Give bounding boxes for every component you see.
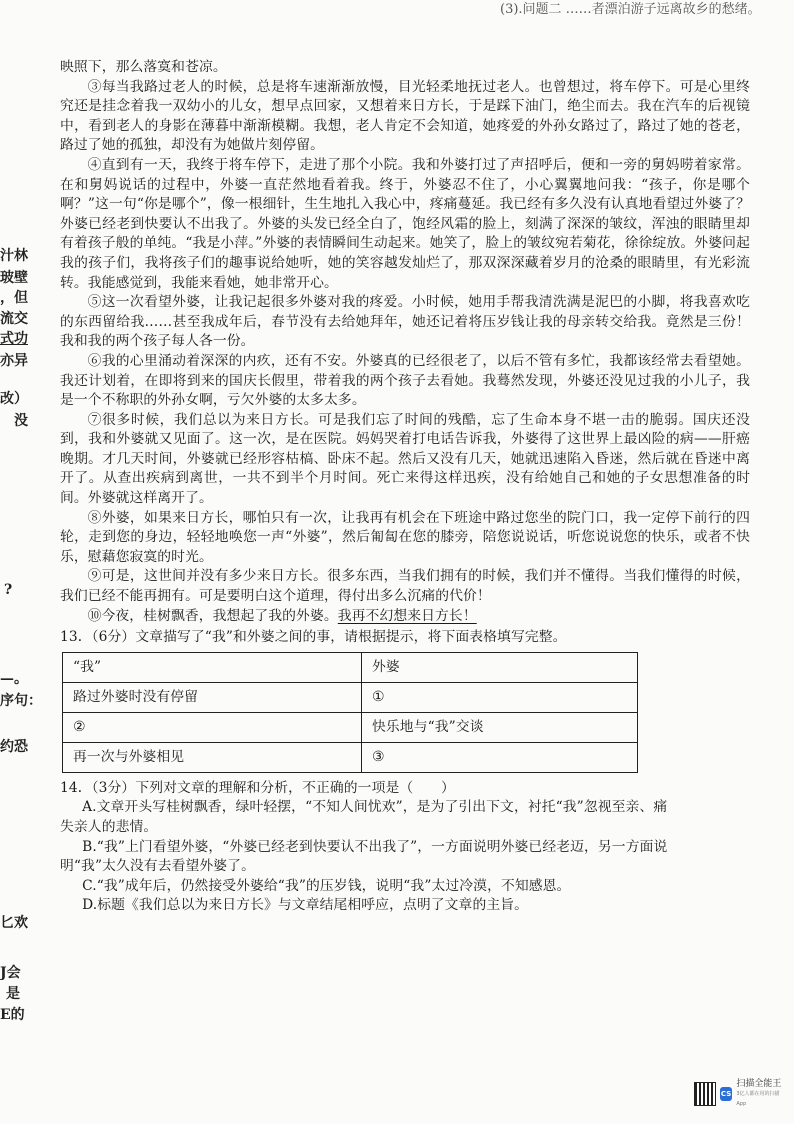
question-13-title: 13．（6分）文章描写了“我”和外婆之间的事，请根据提示，将下面表格填写完整。 <box>60 629 567 646</box>
option-d[interactable]: D.标题《我们总以为来日方长》与文章结尾相呼应，点明了文章的主旨。 <box>82 897 529 914</box>
table-cell[interactable]: ① <box>362 682 638 712</box>
margin-fragment: 流交 <box>0 311 28 327</box>
margin-fragment: 没 <box>14 413 28 429</box>
margin-fragment: —。 <box>0 671 28 687</box>
margin-fragment: 亦异 <box>0 353 28 369</box>
paragraph-8: ⑧外婆，如果来日方长，哪怕只有一次，让我再有机会在下班途中路过您坐的院门口，我一定停下前行的四轮，走到您的身边，轻轻地唤您一声“外婆”，然后匍匐在您的膝旁，陪您说说话，听您说说您的快乐，或者不快乐，慰藉您寂寞的时光。 <box>60 509 750 565</box>
scanner-app-name: 扫描全能王 <box>736 1079 782 1089</box>
margin-fragment: 汁林 <box>0 248 28 264</box>
scanner-app-sub: 3亿人都在用的扫描App <box>736 1091 780 1107</box>
margin-fragment: E的 <box>0 1007 25 1023</box>
qr-code-icon <box>694 1082 716 1106</box>
option-c[interactable]: C.“我”成年后，仍然接受外婆给“我”的压岁钱，说明“我”太过冷漠，不知感恩。 <box>82 877 571 894</box>
table-cell[interactable]: ③ <box>362 742 638 772</box>
paragraph-4: ④直到有一天，我终于将车停下，走进了那个小院。我和外婆打过了声招呼后，便和一旁的舅妈唠着家常。在和舅妈说话的过程中，外婆一直茫然地看着我。终于，外婆忍不住了，小心翼翼地问我：“孩子，你是哪个啊？”这一句“你是哪个”，像一根细针，生生地扎入我心中，疼痛蔓延。我已经有多久没有认真地看望过外婆了？外婆已经老到快要认不出我了。外婆的头发已经全白了，饱经风霜的脸上，刻满了深深的皱纹，浑浊的眼睛里却有着孩子般的单纯。“我是小萍。”外婆的表情瞬间生动起来。她笑了，脸上的皱纹宛若菊花，徐徐绽放。外婆问起我的孩子们，我将孩子们的趣事说给她听，她的笑容越发灿烂了，那双深深藏着岁月的沧桑的眼睛里，有光彩流转。我能感觉到，我能来看她，她非常开心。 <box>60 156 750 291</box>
margin-fragment: J会 <box>0 965 21 981</box>
margin-fragment: ? <box>4 582 13 598</box>
question-14-title: 14．（3分）下列对文章的理解和分析，不正确的一项是（ ） <box>60 779 455 796</box>
left-margin-fragments <box>0 0 48 1124</box>
paragraph-5: ⑤这一次看望外婆，让我记起很多外婆对我的疼爱。小时候，她用手帮我清洗满是泥巴的小脚，将我喜欢吃的东西留给我……甚至我成年后，春节没有去给她拜年，她还记着将压岁钱让我的母亲转交给我。竟然是三份！我和我的两个孩子每人各一份。 <box>60 294 750 350</box>
paragraph-tail: 映照下，那么落寞和苍凉。 <box>60 59 227 75</box>
option-a-cont: 失亲人的悲情。 <box>60 819 158 835</box>
paragraph-9: ⑨可是，这世间并没有多少来日方长。很多东西，当我们拥有的时候，我们并不懂得。当我们懂得的时候，我们已经不能再拥有。可是要明白这个道理，得付出多么沉痛的代价！ <box>60 568 750 605</box>
answer-table <box>62 652 638 773</box>
margin-fragment: ，但 <box>0 290 28 306</box>
paragraph-10 <box>60 607 750 627</box>
table-cell: 快乐地与“我”交谈 <box>362 712 638 742</box>
option-b-cont: 明“我”太久没有去看望外婆了。 <box>60 858 255 875</box>
margin-fragment: 匕欢 <box>0 915 28 931</box>
scanner-watermark <box>694 1079 784 1109</box>
scanner-label <box>736 1079 784 1109</box>
margin-fragment: 约恐 <box>0 739 28 755</box>
margin-fragment: 玻壁 <box>0 270 28 286</box>
camscanner-logo-icon: CS <box>720 1087 733 1101</box>
paragraph-3: ③每当我路过老人的时候，总是将车速渐渐放慢，目光轻柔地抚过老人。也曾想过，将车停下。可是心里终究还是挂念着我一双幼小的儿女，想早点回家，又想着来日方长，于是踩下油门，绝尘而去。我在汽车的后视镜中，看到老人的身影在薄暮中渐渐模糊。我想，老人肯定不会知道，她疼爱的外孙女路过了，路过了她的苍老，路过了她的孤独，却没有为她做片刻停留。 <box>60 78 750 154</box>
margin-fragment: 改） <box>0 391 28 407</box>
paragraph-10-underlined: 我再不幻想来日方长！ <box>337 607 477 624</box>
table-cell: 外婆 <box>362 652 638 682</box>
paragraph-10-text: ⑩今夜，桂树飘香，我想起了我的外婆。 <box>87 607 338 624</box>
paragraph-6: ⑥我的心里涌动着深深的内疚，还有不安。外婆真的已经很老了，以后不管有多忙，我都该经常去看望她。我还计划着，在即将到来的国庆长假里，带着我的两个孩子去看她。我蓦然发现，外婆还没见过我的小儿子，我是一个不称职的外孙女啊，亏欠外婆的太多太多。 <box>60 352 750 409</box>
margin-fragment: 是 <box>6 986 20 1002</box>
table-cell: 路过外婆时没有停留 <box>63 682 362 712</box>
option-a[interactable]: A.文章开头写桂树飘香，绿叶轻摆，“不知人间忧欢”，是为了引出下文，衬托“我”忽视至亲、痛 <box>82 799 668 816</box>
margin-fragment: 序句： <box>0 693 42 709</box>
document-body <box>60 58 750 916</box>
table-cell[interactable]: ② <box>63 712 362 742</box>
margin-fragment: 式功 <box>0 331 28 347</box>
table-row <box>63 682 638 712</box>
page-header-clip: (3).问题二 ……者漂泊游子远离故乡的愁绪。 <box>500 2 761 17</box>
table-cell: “我” <box>63 652 362 682</box>
table-row <box>63 742 638 772</box>
paragraph-7: ⑦很多时候，我们总以为来日方长。可是我们忘了时间的残酷，忘了生命本身不堪一击的脆弱。国庆还没到，我和外婆就又见面了。这一次，是在医院。妈妈哭着打电话告诉我，外婆得了这世界上最凶险的病——肝癌晚期。才几天时间，外婆就已经形容枯槁、卧床不起。然后又没有几天，她就迅速陷入昏迷，然后就在昏迷中离开了。从查出疾病到离世，一共不到半个月时间。死亡来得这样迅疾，没有给她自己和她的子女思想准备的时间。外婆就这样离开了。 <box>60 411 750 507</box>
option-b[interactable]: B.“我”上门看望外婆，“外婆已经老到快要认不出我了”，一方面说明外婆已经老迈，另一方面说 <box>82 838 668 855</box>
table-cell: 再一次与外婆相见 <box>63 742 362 772</box>
table-row <box>63 652 638 682</box>
table-row <box>63 712 638 742</box>
question-14 <box>60 779 750 916</box>
